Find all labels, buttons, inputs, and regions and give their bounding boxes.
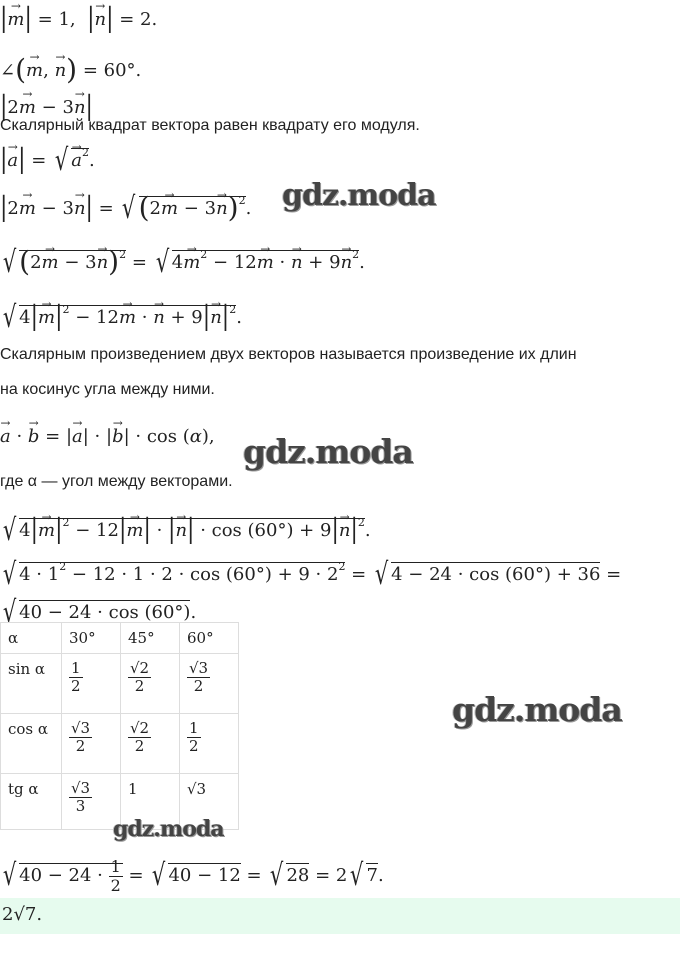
answer-box bbox=[0, 898, 680, 934]
formula-length-squared: |2→ m − 3→ n| = √ $(2\to m - 3\to n)^2$. bbox=[0, 194, 251, 224]
formula-modulus: |→ a| = √→ $a^2$. bbox=[0, 146, 95, 176]
fraction: $\frac{√2}{2}$ bbox=[130, 719, 150, 755]
fraction: $\frac{√3}{2}$ bbox=[71, 719, 91, 755]
table-header-row bbox=[1, 623, 239, 654]
formula-final: √ 40 − 24 · $\frac{1}{2}$ = √ 40 − 12 = √ 28 = 2√ 7. bbox=[2, 857, 384, 895]
text-dot-definition-1: Скалярным произведением двух векторов называется произведение их длин bbox=[0, 346, 577, 363]
text-dot-definition-2: на косинус угла между ними. bbox=[0, 381, 215, 398]
watermark: gdz.moda bbox=[282, 178, 436, 213]
row-label: tg α bbox=[1, 774, 62, 830]
text-alpha-note: где α — угол между векторами. bbox=[0, 473, 233, 490]
given-lengths: |→ m| = 1, |→ n| = 2. bbox=[0, 8, 157, 30]
table-row bbox=[1, 654, 239, 714]
fraction: $\frac{1}{2}$ bbox=[189, 719, 199, 755]
formula-expand: √ $(2\to m - 3\to n)^2$ = √ $4\to m^2 - 12\to m$ · → $n + 9\to n^2$. bbox=[0, 248, 365, 278]
fraction: $\frac{1}{2}$ bbox=[71, 659, 81, 695]
answer-value: 2√7. bbox=[2, 904, 43, 925]
row-label: cos α bbox=[1, 714, 62, 774]
watermark: gdz.moda bbox=[113, 816, 224, 842]
text-scalar-square: Скалярный квадрат вектора равен квадрату его модуля. bbox=[0, 117, 420, 134]
fraction: $\frac{√2}{2}$ bbox=[130, 659, 150, 695]
formula-modulus-form: √ $4|\to m|^2 - 12\to m$ · → $n + 9|\to n|^2$. bbox=[0, 303, 242, 333]
table-header-cell: α bbox=[1, 623, 62, 654]
fraction: $\frac{√3}{2}$ bbox=[189, 659, 209, 695]
table-row bbox=[1, 714, 239, 774]
given-angle: ∠(→ m, → n) = 60°. bbox=[0, 56, 141, 84]
cell-value: √3 bbox=[187, 780, 207, 798]
cropped-formula: |2→ m − 3→ n| bbox=[0, 96, 93, 107]
table-header-cell: 45° bbox=[121, 623, 180, 654]
watermark: gdz.moda bbox=[452, 690, 622, 729]
formula-cos-substitution: √ $4|\to m|^2 - 12|\to m|$ · |→ $n| \cdot \cos (60^\circ) + 9|\to n|^2$. bbox=[0, 516, 371, 546]
table-header-cell: 30° bbox=[62, 623, 121, 654]
formula-numeric-2: √ 40 − 24 · cos (60°). bbox=[2, 595, 197, 630]
cell-value: 1 bbox=[128, 780, 138, 798]
watermark: gdz.moda bbox=[243, 432, 413, 471]
formula-numeric: √ $4 \cdot 1^2 - 12 \cdot 1 \cdot 2 \cdot \cos (60^\circ) + 9 \cdot 2^2$ = √ 4 − 24 · cos (60°) + 36 = bbox=[2, 557, 622, 592]
row-label: sin α bbox=[1, 654, 62, 714]
trig-table bbox=[0, 622, 239, 830]
formula-dot-product: → a · → b = |→ a| · |→ b| · cos (α), bbox=[0, 428, 215, 446]
fraction: $\frac{√3}{3}$ bbox=[71, 779, 91, 815]
table-header-cell: 60° bbox=[180, 623, 239, 654]
